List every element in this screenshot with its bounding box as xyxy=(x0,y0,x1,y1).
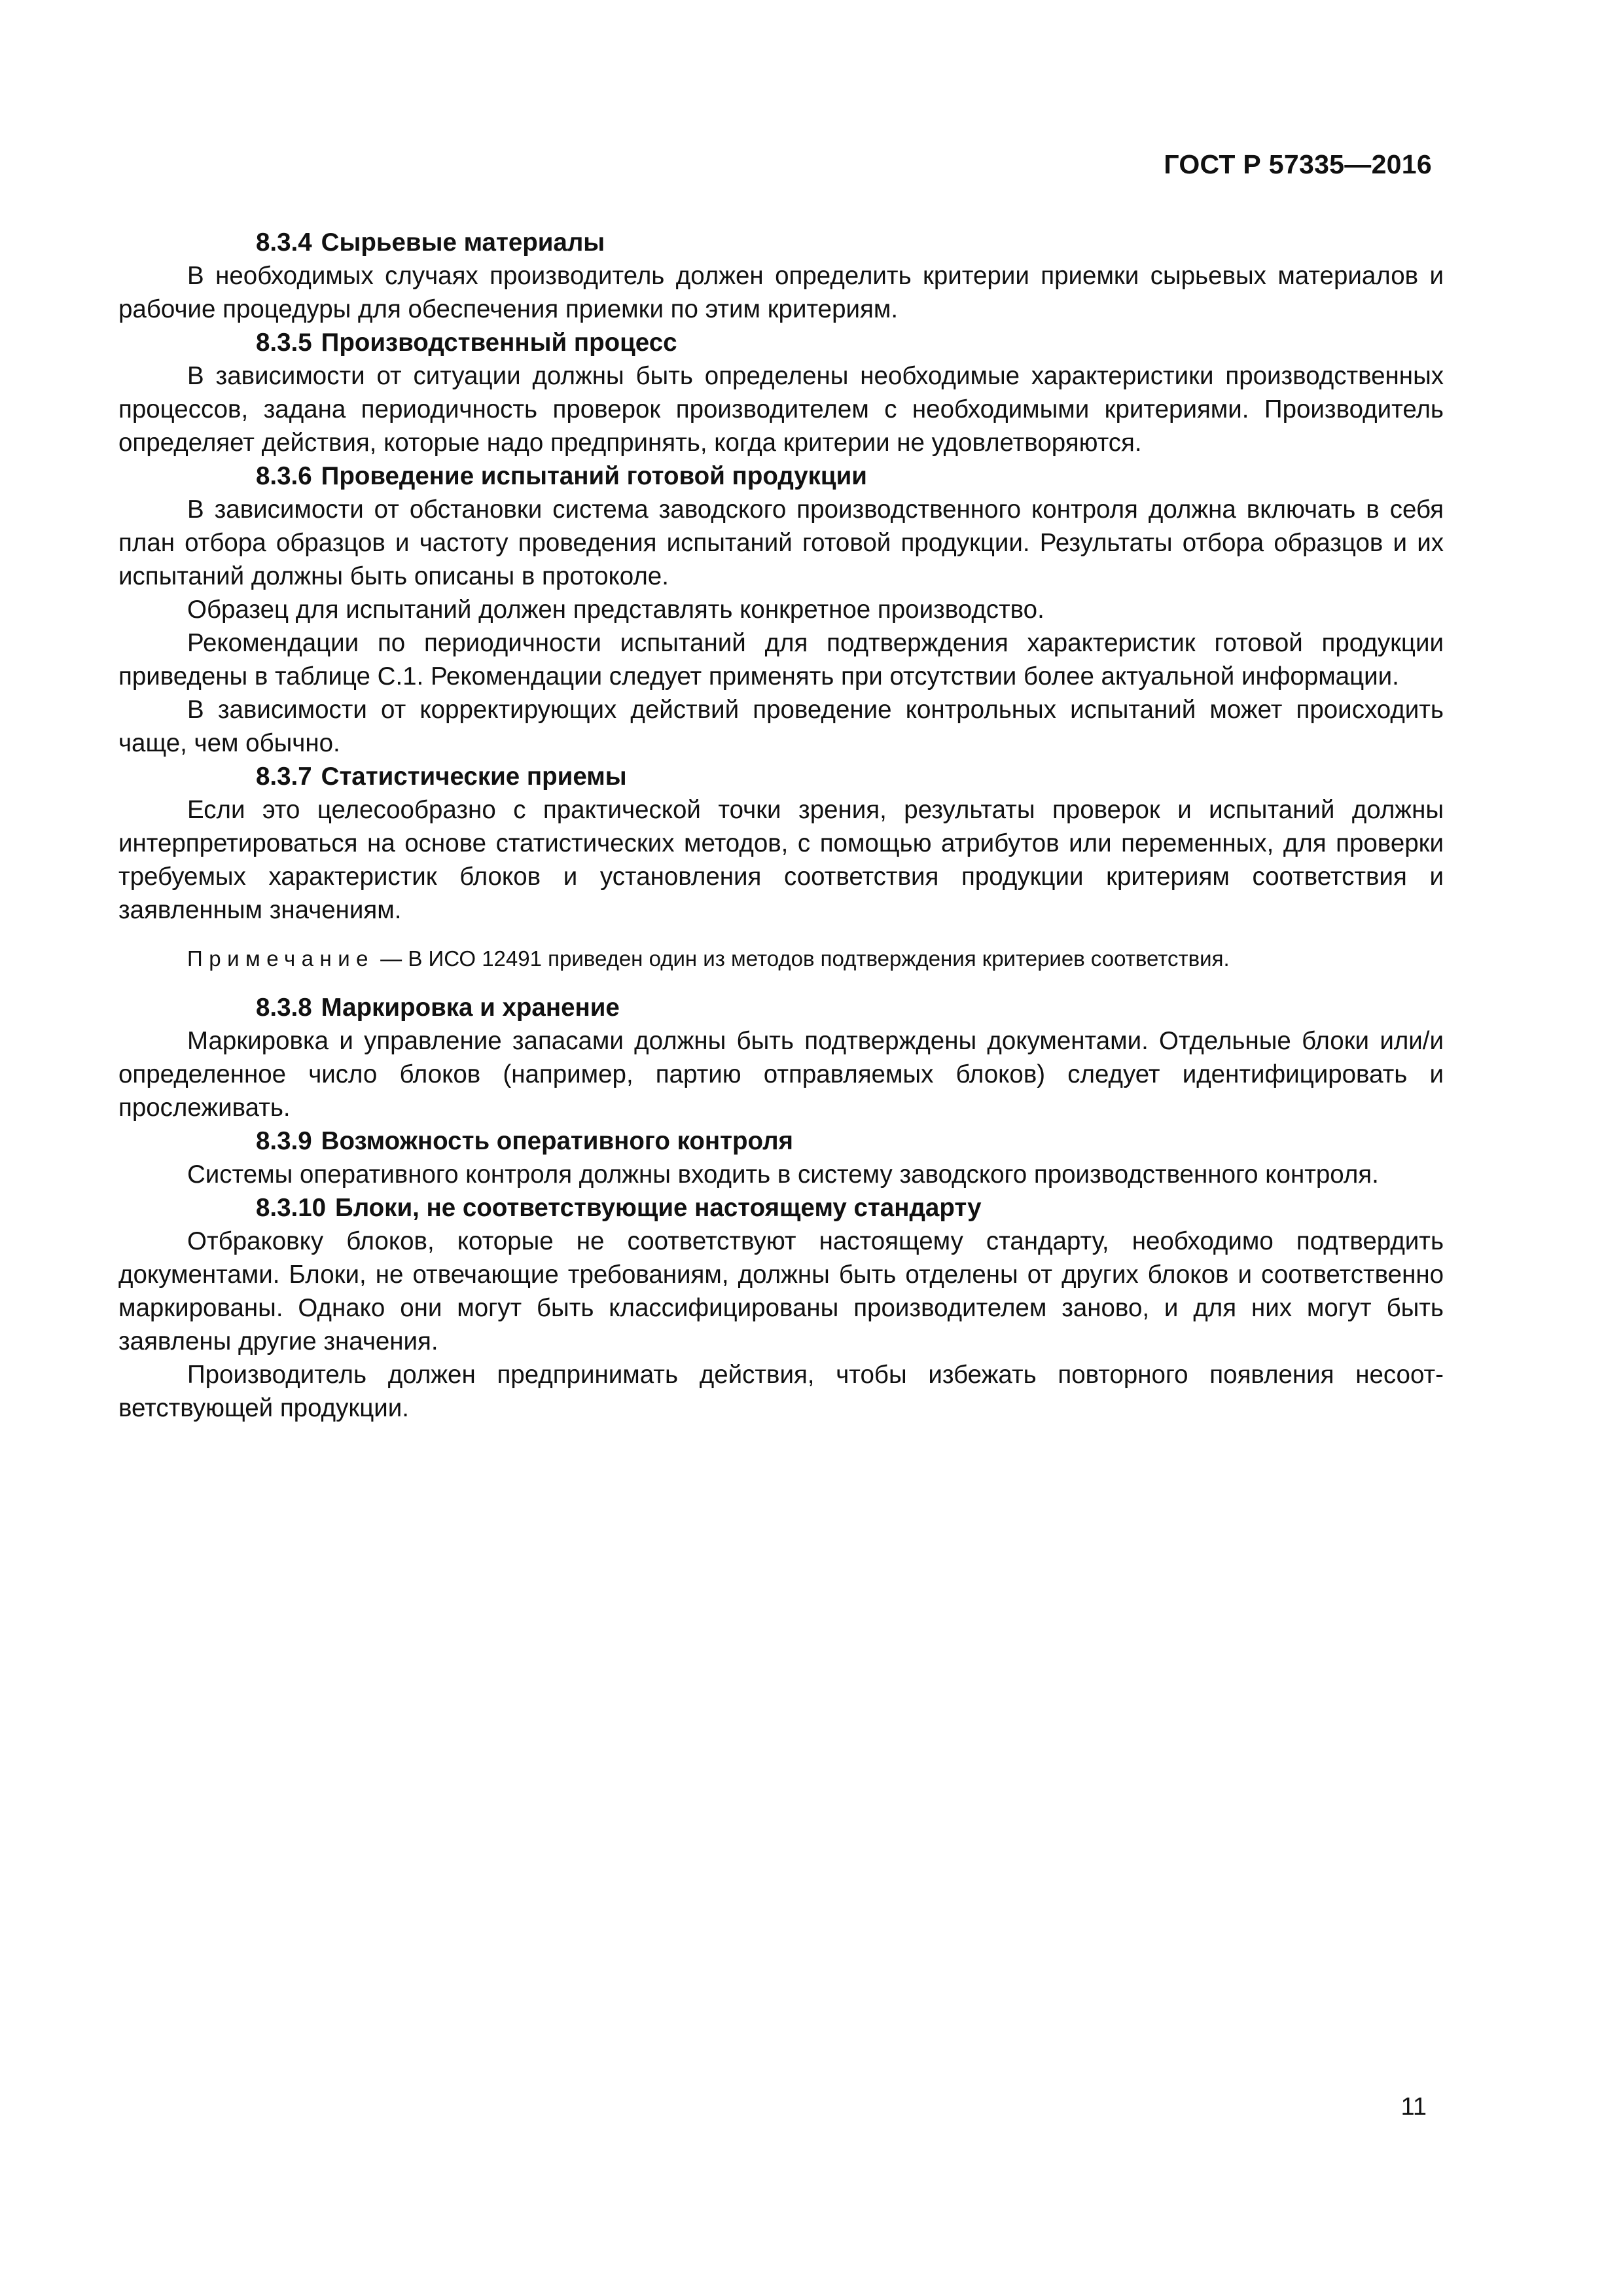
note xyxy=(118,944,1444,974)
section-title: Маркировка и хранение xyxy=(321,994,620,1022)
section-number: 8.3.9 xyxy=(256,1127,312,1155)
paragraph: Маркировка и управление запасами должны быть подтверждены документами. Отдельные блоки или/и определенное число блоков (например, партию отправляемых блоков) следует идентифицировать и прослеживать. xyxy=(118,1027,1444,1122)
document-code: ГОСТ Р 57335—2016 xyxy=(1164,149,1432,179)
section-heading xyxy=(118,1191,1444,1225)
section-heading xyxy=(118,1124,1444,1158)
paragraph: Рекомендации по периодичности испытаний для подтверждения характеристик готовой продукции приведены в таблице С.1. Рекомендации следует применять при отсутствии более актуальной информации. xyxy=(118,629,1444,691)
section-8-3-7 xyxy=(118,760,1444,974)
section-8-3-6 xyxy=(118,459,1444,760)
paragraph: Отбраковку блоков, которые не соответствуют настоящему стандарту, необходимо подтвердить документами. Блоки, не отвечающие требованиям, должны быть отделены от других блоков и соответственно маркированы. Однако они могут быть классифицированы производителем заново, и для них могут быть заявлены другие значения. xyxy=(118,1227,1444,1355)
section-heading xyxy=(118,459,1444,493)
section-number: 8.3.5 xyxy=(256,329,312,357)
paragraph: В зависимости от ситуации должны быть определены необходимые характеристики производственных процессов, задана периодичность проверок производителем с необходимыми критериями. Производитель определяет действия, которые надо предпринять, когда критерии не удовлетворяются. xyxy=(118,362,1444,457)
paragraph: Системы оперативного контроля должны входить в систему заводского производственного контроля. xyxy=(187,1160,1379,1189)
paragraph: В зависимости от обстановки система заводского производственного контроля должна включать в себя план отбора образцов и частоту проведения испытаний готовой продукции. Результаты отбора образцов и их испытаний должны быть описаны в протоколе. xyxy=(118,495,1444,590)
paragraph: Производитель должен предпринимать действия, чтобы избежать повторного появления несоответствующей продукции. xyxy=(118,1361,1444,1422)
section-8-3-9 xyxy=(118,1124,1444,1191)
section-heading xyxy=(118,760,1444,793)
document-body xyxy=(118,226,1444,1425)
paragraph: Если это целесообразно с практической точки зрения, результаты проверок и испытаний должны интерпретироваться на основе статистических методов, с помощью атрибутов или переменных, для проверки требуемых характеристик блоков и установления соответствия продукции критериям соответствия и заявленным значениям. xyxy=(118,796,1444,924)
section-heading xyxy=(118,226,1444,259)
section-title: Возможность оперативного контроля xyxy=(321,1127,794,1155)
section-number: 8.3.8 xyxy=(256,994,312,1022)
note-label: Примечание xyxy=(187,946,375,971)
section-title: Блоки, не соответствующие настоящему стандарту xyxy=(335,1194,982,1222)
page-number: 11 xyxy=(1400,2093,1427,2121)
section-title: Сырьевые материалы xyxy=(321,228,605,257)
section-8-3-8 xyxy=(118,991,1444,1124)
section-heading xyxy=(118,326,1444,359)
section-number: 8.3.6 xyxy=(256,462,312,490)
paragraph: В зависимости от корректирующих действий проведение контрольных испытаний может происходить чаще, чем обычно. xyxy=(118,696,1444,757)
section-number: 8.3.7 xyxy=(256,762,312,791)
section-8-3-5 xyxy=(118,326,1444,459)
section-8-3-10 xyxy=(118,1191,1444,1425)
section-number: 8.3.4 xyxy=(256,228,312,257)
section-title: Производственный процесс xyxy=(321,329,677,357)
section-title: Статистические приемы xyxy=(321,762,627,791)
paragraph: Образец для испытаний должен представлять конкретное производство. xyxy=(187,596,1044,624)
section-heading xyxy=(118,991,1444,1024)
section-number: 8.3.10 xyxy=(256,1194,327,1222)
section-8-3-4 xyxy=(118,226,1444,326)
paragraph: В необходимых случаях производитель должен определить критерии приемки сырьевых материалов и рабочие процедуры для обеспечения приемки по этим критериям. xyxy=(118,262,1444,323)
note-text: — В ИСО 12491 приведен один из методов подтверждения критериев соответствия. xyxy=(374,946,1230,971)
section-title: Проведение испытаний готовой продукции xyxy=(321,462,867,490)
